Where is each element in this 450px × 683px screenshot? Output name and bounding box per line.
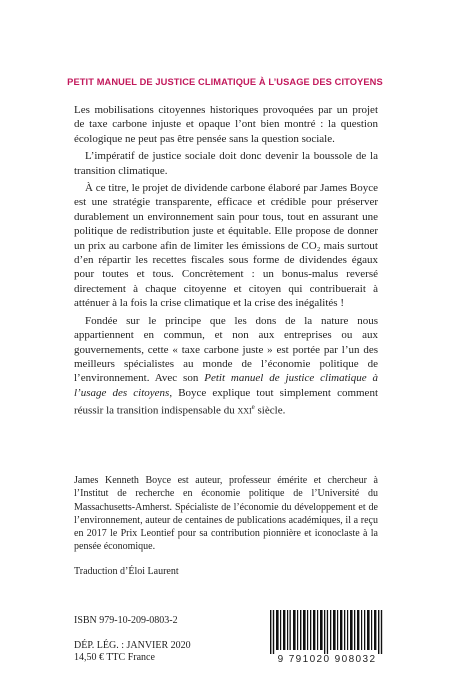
legal-info: [74, 640, 191, 664]
blurb-paragraph-4: [74, 314, 378, 419]
legal-deposit: DÉP. LÉG. : JANVIER 2020: [74, 640, 191, 651]
blurb-p4-text: Fondée sur le principe que les dons de la nature nous appartiennent en commun, et non aux entreprises ou aux gouvernements, cette « taxe carbone juste » est portée par l’un des meilleurs spécialistes au monde de l’économie politique de l’environnement. Avec son: [74, 314, 378, 385]
author-bio: [74, 474, 378, 554]
blurb-p4-text-2: , Boyce explique tout simplement comment réussir la transition indispensable du: [74, 386, 378, 417]
century-superscript: e: [251, 403, 255, 412]
translator-credit: Traduction d’Éloi Laurent: [74, 566, 179, 577]
blurb-paragraph-2: L’impératif de justice sociale doit donc devenir la boussole de la transition climatique.: [74, 150, 378, 177]
price: 14,50 € TTC France: [74, 652, 155, 663]
blurb-paragraph-3: À ce titre, le projet de dividende carbone élaboré par James Boyce est une stratégie transparente, efficace et crédible pour préserver durablement un environnement sain pour tous, tout en assurant une politique de redistribution juste et équitable. Elle propose de donner un prix au carbone afin de limiter les émissions de CO₂ mais surtout d’en répartir les recettes fiscales sous forme de dividendes égaux pour toutes et tous. Concrètement : un bonus-malus reversé directement à chaque citoyenne et citoyen qui contribuerait à atténuer à la fois la crise climatique et la crise des inégalités !: [74, 182, 378, 310]
book-title: PETIT MANUEL DE JUSTICE CLIMATIQUE À L’USAGE DES CITOYENS: [67, 77, 383, 87]
blurb-p4-book-title: Petit manuel de justice climatique à l’usage des citoyens: [74, 372, 378, 399]
century-numeral: xxi: [237, 404, 252, 417]
blurb-p4-end: siècle.: [254, 404, 286, 417]
barcode-bars: [262, 610, 392, 654]
barcode-digits: 9 791020 908032: [277, 654, 377, 665]
isbn: ISBN 979-10-209-0803-2: [74, 615, 178, 626]
blurb: [74, 103, 378, 421]
author-bio-text: James Kenneth Boyce est auteur, professeur émérite et chercheur à l’Institut de recherche en économie politique de l’Université du Massachusetts-Amherst. Spécialiste de l’économie du développement et de l’environnement, auteur de centaines de publications académiques, il a reçu en 2017 le Prix Leontief pour sa contribution pionnière et iconoclaste à la pensée économique.: [74, 475, 378, 553]
blurb-paragraph-1: Les mobilisations citoyennes historiques provoquées par un projet de taxe carbone injuste et opaque l’ont bien montré : la question écologique ne peut pas être pensée sans la question sociale.: [74, 104, 378, 145]
barcode: [262, 610, 392, 668]
